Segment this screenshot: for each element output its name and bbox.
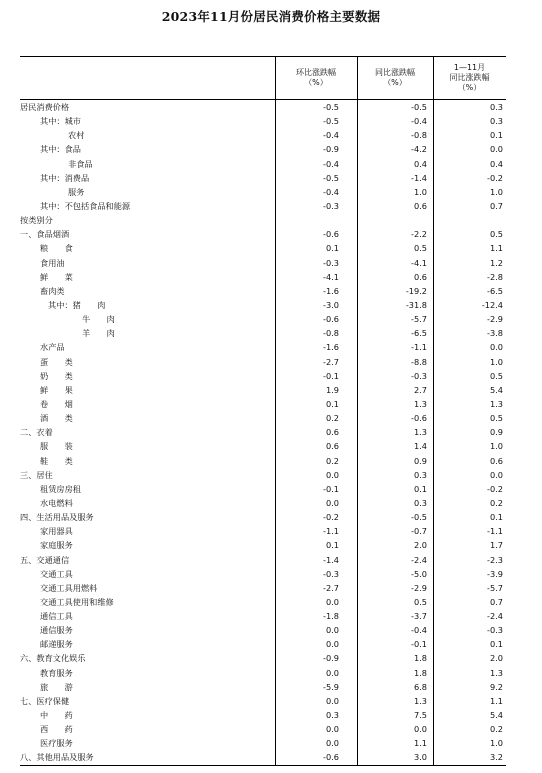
ytd-value: -2.8 bbox=[487, 271, 503, 282]
ytd-value: 0.5 bbox=[489, 229, 503, 240]
row-label: 旅 游 bbox=[40, 681, 73, 692]
mom-value: 0.0 bbox=[325, 596, 339, 607]
row-label: 蛋 类 bbox=[40, 356, 73, 367]
row-label: 七、医疗保健 bbox=[20, 695, 70, 706]
ytd-value: 5.4 bbox=[489, 384, 503, 395]
table-row bbox=[20, 425, 506, 439]
yoy-value: -2.4 bbox=[411, 554, 427, 565]
table-row bbox=[20, 439, 506, 453]
mom-value: -0.4 bbox=[323, 130, 339, 141]
mom-value: 0.0 bbox=[325, 667, 339, 678]
table-row bbox=[20, 694, 506, 708]
mom-value: -0.1 bbox=[323, 370, 339, 381]
mom-value: -0.6 bbox=[323, 314, 339, 325]
yoy-value: -0.1 bbox=[411, 639, 427, 650]
ytd-value: 0.9 bbox=[489, 427, 503, 438]
row-label: 奶 类 bbox=[40, 370, 73, 381]
yoy-value: 0.3 bbox=[413, 497, 427, 508]
yoy-value: 1.4 bbox=[413, 441, 427, 452]
mom-value: -0.9 bbox=[323, 144, 339, 155]
mom-value: -0.5 bbox=[323, 102, 339, 112]
row-label: 其中：城市 bbox=[40, 116, 81, 127]
yoy-value: -4.1 bbox=[411, 257, 427, 268]
header-mom-title: 环比涨跌幅 bbox=[296, 68, 336, 77]
mom-value: -1.8 bbox=[323, 611, 339, 622]
row-label: 畜肉类 bbox=[40, 285, 65, 296]
row-label: 通信工具 bbox=[40, 611, 73, 622]
ytd-value: 1.0 bbox=[489, 738, 503, 749]
yoy-value: 1.1 bbox=[413, 738, 427, 749]
table-row bbox=[20, 595, 506, 609]
mom-value: -5.9 bbox=[323, 681, 339, 692]
row-label: 其中：猪 肉 bbox=[48, 299, 106, 310]
row-label: 交通工具用燃料 bbox=[40, 582, 98, 593]
yoy-value: 0.1 bbox=[413, 483, 427, 494]
table-row bbox=[20, 722, 506, 736]
mom-value: 0.0 bbox=[325, 724, 339, 735]
row-label: 酒 类 bbox=[40, 413, 73, 424]
yoy-value: 1.3 bbox=[413, 695, 427, 706]
header-mom bbox=[275, 57, 357, 99]
table-row bbox=[20, 213, 506, 227]
ytd-value: 1.1 bbox=[489, 695, 503, 706]
yoy-value: -0.4 bbox=[411, 116, 427, 127]
ytd-value: 1.0 bbox=[489, 356, 503, 367]
table-row bbox=[20, 553, 506, 567]
table-body bbox=[20, 100, 506, 766]
row-label: 六、教育文化娱乐 bbox=[20, 653, 86, 664]
ytd-value: -0.3 bbox=[487, 625, 503, 636]
yoy-value: -0.4 bbox=[411, 625, 427, 636]
ytd-value: 0.0 bbox=[489, 342, 503, 353]
table-row bbox=[20, 227, 506, 241]
row-label: 水产品 bbox=[40, 342, 65, 353]
row-label: 租赁房房租 bbox=[40, 483, 81, 494]
yoy-value: 2.0 bbox=[413, 540, 427, 551]
mom-value: -2.7 bbox=[323, 356, 339, 367]
mom-value: 0.1 bbox=[325, 398, 339, 409]
row-label: 粮 食 bbox=[40, 243, 73, 254]
row-label: 牛 肉 bbox=[82, 314, 115, 325]
table-row bbox=[20, 454, 506, 468]
yoy-value: -0.7 bbox=[411, 526, 427, 537]
mom-value: 0.0 bbox=[325, 639, 339, 650]
yoy-value: 0.5 bbox=[413, 596, 427, 607]
ytd-value: -2.3 bbox=[487, 554, 503, 565]
table-row bbox=[20, 666, 506, 680]
table-row bbox=[20, 736, 506, 750]
row-label: 卷 烟 bbox=[40, 398, 73, 409]
row-label: 五、交通通信 bbox=[20, 554, 70, 565]
row-label: 鲜 菜 bbox=[40, 271, 73, 282]
row-label: 按类别分 bbox=[20, 215, 53, 226]
yoy-value: 0.6 bbox=[413, 200, 427, 211]
table-row bbox=[20, 538, 506, 552]
table-row bbox=[20, 185, 506, 199]
row-label: 四、生活用品及服务 bbox=[20, 512, 94, 523]
row-label: 鞋 类 bbox=[40, 455, 73, 466]
table-row bbox=[20, 241, 506, 255]
row-label: 居民消费价格 bbox=[20, 102, 70, 112]
ytd-value: 1.7 bbox=[489, 540, 503, 551]
row-label: 交通工具使用和维修 bbox=[40, 596, 114, 607]
table-row bbox=[20, 397, 506, 411]
yoy-value: -0.5 bbox=[411, 102, 427, 112]
header-yoy-title: 同比涨跌幅 bbox=[375, 68, 415, 77]
mom-value: 0.3 bbox=[325, 710, 339, 721]
table-header bbox=[20, 56, 506, 100]
row-label: 服务 bbox=[68, 186, 85, 197]
yoy-value: 0.0 bbox=[413, 724, 427, 735]
mom-value: 0.0 bbox=[325, 469, 339, 480]
table-row bbox=[20, 581, 506, 595]
table-row bbox=[20, 312, 506, 326]
mom-value: -0.1 bbox=[323, 483, 339, 494]
ytd-value: 1.0 bbox=[489, 441, 503, 452]
row-label: 鲜 果 bbox=[40, 384, 73, 395]
mom-value: -0.8 bbox=[323, 328, 339, 339]
ytd-value: 1.2 bbox=[489, 257, 503, 268]
ytd-value: 0.1 bbox=[489, 130, 503, 141]
ytd-value: -3.8 bbox=[487, 328, 503, 339]
ytd-value: 0.6 bbox=[489, 455, 503, 466]
yoy-value: -8.8 bbox=[411, 356, 427, 367]
ytd-value: 1.3 bbox=[489, 667, 503, 678]
yoy-value: 1.3 bbox=[413, 427, 427, 438]
ytd-value: 0.1 bbox=[489, 639, 503, 650]
table-row bbox=[20, 510, 506, 524]
mom-value: 0.0 bbox=[325, 497, 339, 508]
row-label: 水电燃料 bbox=[40, 497, 73, 508]
table-row bbox=[20, 100, 506, 114]
ytd-value: 0.0 bbox=[489, 469, 503, 480]
row-label: 其中：消费品 bbox=[40, 172, 90, 183]
table-row bbox=[20, 256, 506, 270]
table-row bbox=[20, 383, 506, 397]
yoy-value: -5.7 bbox=[411, 314, 427, 325]
yoy-value: -31.8 bbox=[405, 299, 427, 310]
yoy-value: -5.0 bbox=[411, 568, 427, 579]
row-label: 西 药 bbox=[40, 724, 73, 735]
yoy-value: 0.5 bbox=[413, 243, 427, 254]
ytd-value: 1.3 bbox=[489, 398, 503, 409]
table-row bbox=[20, 128, 506, 142]
mom-value: -0.5 bbox=[323, 172, 339, 183]
table-row bbox=[20, 298, 506, 312]
mom-value: -2.7 bbox=[323, 582, 339, 593]
table-row bbox=[20, 114, 506, 128]
ytd-value: -5.7 bbox=[487, 582, 503, 593]
table-row bbox=[20, 326, 506, 340]
row-label: 三、居住 bbox=[20, 469, 53, 480]
mom-value: -0.2 bbox=[323, 512, 339, 523]
row-label: 八、其他用品及服务 bbox=[20, 752, 94, 763]
table-row bbox=[20, 680, 506, 694]
yoy-value: -0.3 bbox=[411, 370, 427, 381]
row-label: 一、食品烟酒 bbox=[20, 229, 70, 240]
yoy-value: 0.9 bbox=[413, 455, 427, 466]
cpi-table bbox=[20, 56, 506, 766]
yoy-value: -2.9 bbox=[411, 582, 427, 593]
table-row bbox=[20, 411, 506, 425]
ytd-value: -2.4 bbox=[487, 611, 503, 622]
header-ytd-period: 1—11月 bbox=[453, 63, 486, 72]
yoy-value: 0.4 bbox=[413, 158, 427, 169]
mom-value: 0.2 bbox=[325, 413, 339, 424]
mom-value: -0.3 bbox=[323, 257, 339, 268]
yoy-value: -4.2 bbox=[411, 144, 427, 155]
row-label: 其中：不包括食品和能源 bbox=[40, 200, 131, 211]
yoy-value: -1.4 bbox=[411, 172, 427, 183]
table-row bbox=[20, 199, 506, 213]
table-row bbox=[20, 750, 506, 764]
ytd-value: 5.4 bbox=[489, 710, 503, 721]
mom-value: 0.6 bbox=[325, 441, 339, 452]
ytd-value: -3.9 bbox=[487, 568, 503, 579]
mom-value: 0.1 bbox=[325, 243, 339, 254]
table-row bbox=[20, 609, 506, 623]
row-label: 交通工具 bbox=[40, 568, 73, 579]
yoy-value: -3.7 bbox=[411, 611, 427, 622]
page-title: 2023年11月份居民消费价格主要数据 bbox=[161, 9, 381, 24]
table-row bbox=[20, 369, 506, 383]
mom-value: 1.9 bbox=[325, 384, 339, 395]
ytd-value: 9.2 bbox=[489, 681, 503, 692]
mom-value: -0.5 bbox=[323, 116, 339, 127]
ytd-value: 2.0 bbox=[489, 653, 503, 664]
mom-value: -0.6 bbox=[323, 229, 339, 240]
header-yoy-unit: （%） bbox=[383, 78, 407, 87]
mom-value: 0.2 bbox=[325, 455, 339, 466]
ytd-value: -6.5 bbox=[487, 285, 503, 296]
table-row bbox=[20, 496, 506, 510]
ytd-value: 1.0 bbox=[489, 186, 503, 197]
yoy-value: 3.0 bbox=[413, 752, 427, 763]
table-row bbox=[20, 708, 506, 722]
mom-value: -1.6 bbox=[323, 342, 339, 353]
mom-value: -0.4 bbox=[323, 186, 339, 197]
ytd-value: 0.3 bbox=[489, 116, 503, 127]
ytd-value: 0.7 bbox=[489, 596, 503, 607]
ytd-value: -0.2 bbox=[487, 172, 503, 183]
ytd-value: 0.1 bbox=[489, 512, 503, 523]
ytd-value: 3.2 bbox=[489, 752, 503, 763]
row-label: 通信服务 bbox=[40, 625, 73, 636]
header-mom-unit: （%） bbox=[304, 78, 328, 87]
table-row bbox=[20, 284, 506, 298]
ytd-value: 1.1 bbox=[489, 243, 503, 254]
ytd-value: 0.3 bbox=[489, 102, 503, 112]
mom-value: -1.6 bbox=[323, 285, 339, 296]
mom-value: -0.3 bbox=[323, 568, 339, 579]
yoy-value: 1.8 bbox=[413, 667, 427, 678]
ytd-value: -12.4 bbox=[481, 299, 503, 310]
header-ytd-title: 同比涨跌幅 bbox=[449, 73, 490, 82]
table-row bbox=[20, 651, 506, 665]
yoy-value: 7.5 bbox=[413, 710, 427, 721]
mom-value: -0.6 bbox=[323, 752, 339, 763]
table-row bbox=[20, 142, 506, 156]
table-row bbox=[20, 270, 506, 284]
yoy-value: 0.3 bbox=[413, 469, 427, 480]
ytd-value: 0.5 bbox=[489, 413, 503, 424]
ytd-value: -2.9 bbox=[487, 314, 503, 325]
ytd-value: 0.2 bbox=[489, 497, 503, 508]
mom-value: -4.1 bbox=[323, 271, 339, 282]
table-row bbox=[20, 567, 506, 581]
mom-value: 0.6 bbox=[325, 427, 339, 438]
mom-value: -3.0 bbox=[323, 299, 339, 310]
header-ytd-unit: （%） bbox=[457, 83, 482, 92]
row-label: 服 装 bbox=[40, 441, 73, 452]
table-row bbox=[20, 468, 506, 482]
header-yoy bbox=[357, 57, 433, 99]
ytd-value: 0.2 bbox=[489, 724, 503, 735]
yoy-value: -6.5 bbox=[411, 328, 427, 339]
yoy-value: 0.6 bbox=[413, 271, 427, 282]
table-row bbox=[20, 340, 506, 354]
ytd-value: 0.7 bbox=[489, 200, 503, 211]
ytd-value: 0.5 bbox=[489, 370, 503, 381]
row-label: 非食品 bbox=[68, 158, 93, 169]
mom-value: -0.3 bbox=[323, 200, 339, 211]
row-label: 食用油 bbox=[40, 257, 65, 268]
table-row bbox=[20, 157, 506, 171]
row-label: 医疗服务 bbox=[40, 738, 73, 749]
row-label: 二、衣着 bbox=[20, 427, 53, 438]
table-row bbox=[20, 637, 506, 651]
table-row bbox=[20, 355, 506, 369]
mom-value: -0.9 bbox=[323, 653, 339, 664]
yoy-value: 1.0 bbox=[413, 186, 427, 197]
row-label: 羊 肉 bbox=[82, 328, 115, 339]
mom-value: -1.4 bbox=[323, 554, 339, 565]
row-label: 其中：食品 bbox=[40, 144, 81, 155]
ytd-value: 0.4 bbox=[489, 158, 503, 169]
mom-value: 0.0 bbox=[325, 738, 339, 749]
mom-value: 0.0 bbox=[325, 625, 339, 636]
yoy-value: 2.7 bbox=[413, 384, 427, 395]
table-row bbox=[20, 171, 506, 185]
table-row bbox=[20, 524, 506, 538]
ytd-value: -0.2 bbox=[487, 483, 503, 494]
yoy-value: -0.6 bbox=[411, 413, 427, 424]
row-label: 家用器具 bbox=[40, 526, 73, 537]
yoy-value: -19.2 bbox=[405, 285, 427, 296]
ytd-value: -1.1 bbox=[487, 526, 503, 537]
row-label: 农村 bbox=[68, 130, 85, 141]
yoy-value: 1.3 bbox=[413, 398, 427, 409]
row-label: 教育服务 bbox=[40, 667, 73, 678]
row-label: 中 药 bbox=[40, 710, 73, 721]
mom-value: 0.0 bbox=[325, 695, 339, 706]
ytd-value: 0.0 bbox=[489, 144, 503, 155]
mom-value: 0.1 bbox=[325, 540, 339, 551]
row-label: 家庭服务 bbox=[40, 540, 73, 551]
table-row bbox=[20, 482, 506, 496]
yoy-value: -1.1 bbox=[411, 342, 427, 353]
mom-value: -1.1 bbox=[323, 526, 339, 537]
yoy-value: -2.2 bbox=[411, 229, 427, 240]
row-label: 邮递服务 bbox=[40, 639, 73, 650]
yoy-value: 6.8 bbox=[413, 681, 427, 692]
yoy-value: 1.8 bbox=[413, 653, 427, 664]
mom-value: -0.4 bbox=[323, 158, 339, 169]
header-ytd bbox=[433, 57, 506, 99]
yoy-value: -0.5 bbox=[411, 512, 427, 523]
table-row bbox=[20, 623, 506, 637]
yoy-value: -0.8 bbox=[411, 130, 427, 141]
